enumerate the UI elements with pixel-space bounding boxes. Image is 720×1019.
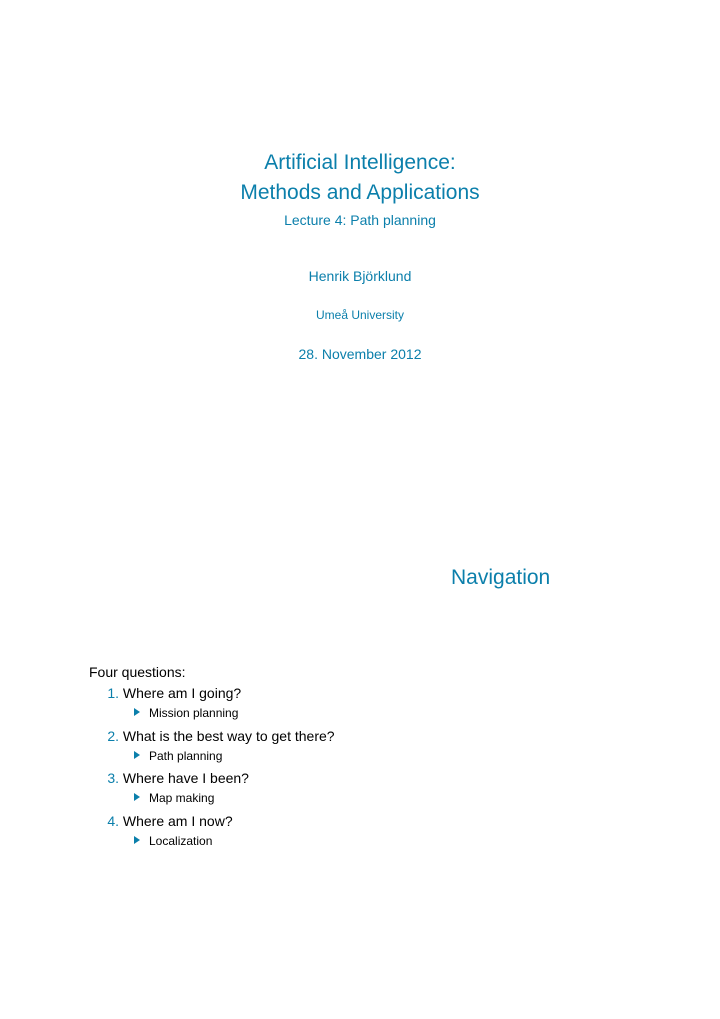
list-item (89, 683, 242, 726)
author-name: Henrik Björklund (308, 268, 412, 284)
triangle-bullet-icon (134, 708, 140, 716)
triangle-bullet-icon (134, 836, 140, 844)
list-item-text: What is the best way to get there? (122, 727, 335, 744)
intro-text: Four questions: (89, 664, 186, 680)
list-item-number: 1. (107, 685, 119, 701)
list-item-text: Where am I going? (122, 685, 242, 701)
list-item (89, 768, 249, 811)
list-item-number: 2. (107, 727, 119, 744)
list-item (89, 811, 233, 854)
list-item-number: 3. (107, 770, 119, 786)
list-item (89, 726, 335, 769)
sub-item-text: Path planning (149, 748, 223, 763)
triangle-bullet-icon (134, 751, 140, 759)
presentation-title-line-2: Methods and Applications (240, 181, 480, 204)
sub-item-text: Map making (149, 791, 215, 805)
navigation-slide-content (89, 662, 335, 853)
list-item-text: Where have I been? (122, 770, 249, 786)
presentation-subtitle: Lecture 4: Path planning (284, 212, 436, 228)
navigation-slide-title: Navigation (451, 566, 551, 589)
list-item-text: Where am I now? (122, 812, 233, 829)
title-slide (0, 148, 720, 364)
triangle-bullet-icon (134, 793, 140, 801)
presentation-date: 28. November 2012 (298, 346, 422, 362)
institute-name: Umeå University (315, 308, 405, 322)
list-item-number: 4. (107, 812, 119, 829)
sub-item-text: Localization (149, 833, 213, 848)
sub-item-text: Mission planning (149, 706, 239, 720)
presentation-title-line-1: Artificial Intelligence: (264, 151, 456, 174)
